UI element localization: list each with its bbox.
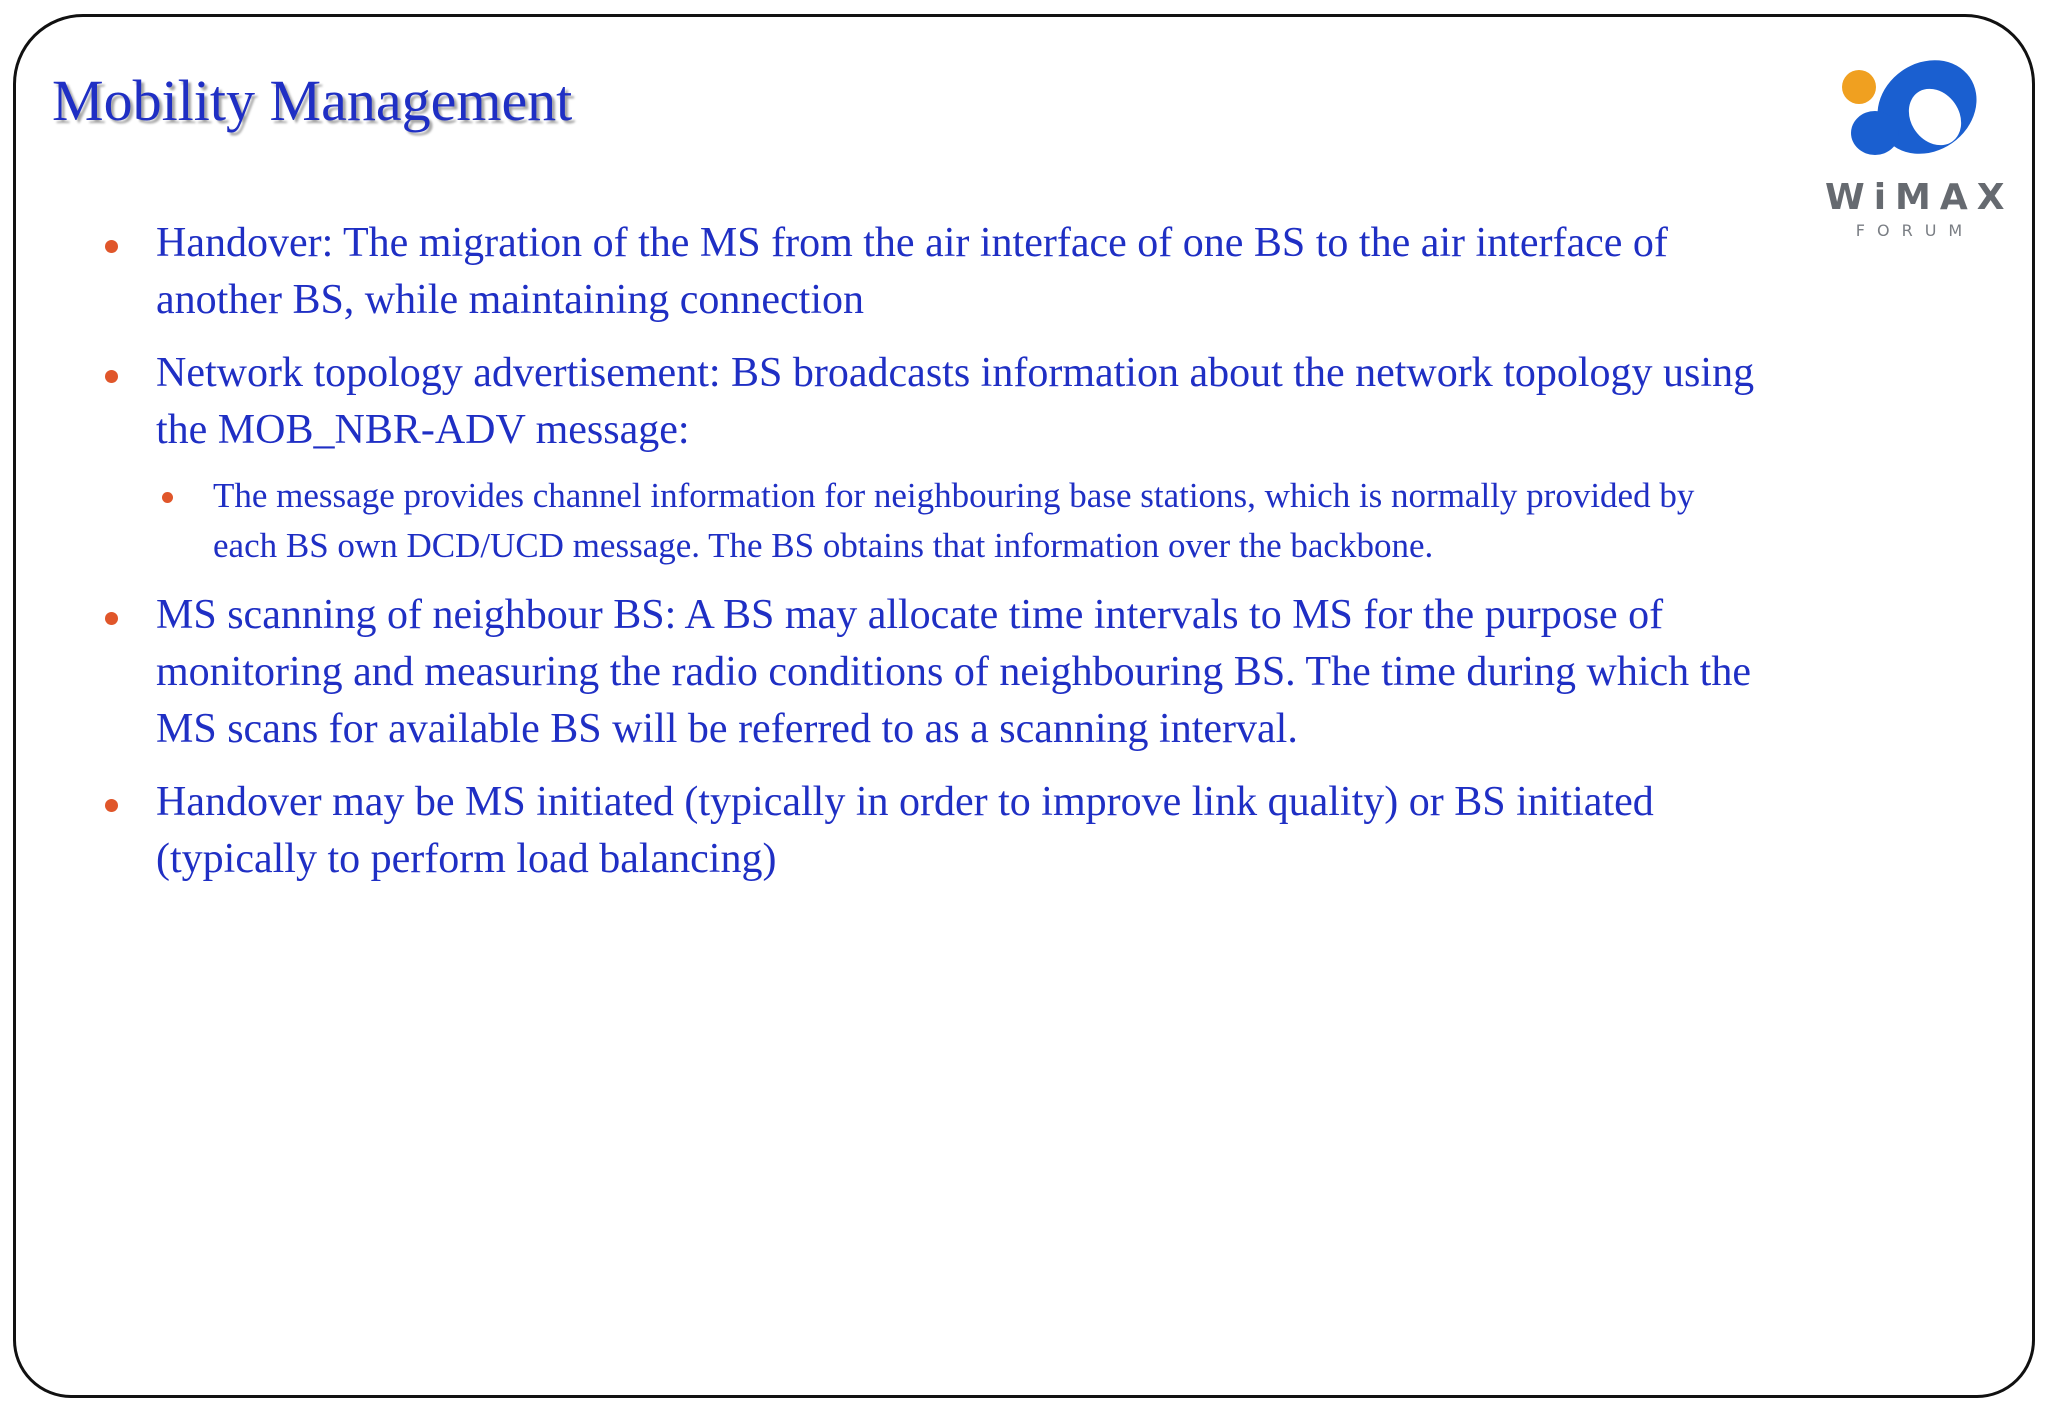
bullet-text: MS scanning of neighbour BS: A BS may allocate time intervals to MS for the purpose of monitoring and measuring the radio conditions of neighbouring BS. The time during which the MS scans for available BS will be referred to as a scanning interval. xyxy=(156,592,1751,752)
sub-bullet-list xyxy=(156,471,1760,571)
bullet-item xyxy=(100,345,1760,571)
bullet-text: Handover may be MS initiated (typically in order to improve link quality) or BS initiated (typically to perform load balancing) xyxy=(156,779,1654,882)
bullet-item xyxy=(100,774,1760,888)
logo-subtext: FORUM xyxy=(1855,221,1975,240)
sub-bullet-text: The message provides channel information for neighbouring base stations, which is normally provided by each BS own DCD/UCD message. The BS obtains that information over the backbone. xyxy=(213,476,1695,565)
bullet-dot-icon xyxy=(105,799,118,812)
bullet-dot-icon xyxy=(105,240,118,253)
bullet-list xyxy=(100,215,1760,888)
bullet-dot-icon xyxy=(105,370,118,383)
slide-content xyxy=(100,215,1760,904)
bullet-text: Network topology advertisement: BS broadcasts information about the network topology using the MOB_NBR-ADV message: xyxy=(156,350,1755,453)
bullet-item xyxy=(100,215,1760,329)
slide-title: Mobility Management xyxy=(52,68,573,133)
wimax-logo xyxy=(1825,55,2014,245)
sub-bullet-dot-icon xyxy=(162,492,173,503)
bullet-item xyxy=(100,587,1760,758)
wimax-forum-logo-icon xyxy=(1825,55,2005,180)
bullet-dot-icon xyxy=(105,612,118,625)
bullet-text: Handover: The migration of the MS from the air interface of one BS to the air interface of another BS, while maintaining connection xyxy=(156,220,1668,323)
logo-wordmark: WiMAX xyxy=(1825,177,2014,218)
sub-bullet-item xyxy=(156,471,1760,571)
